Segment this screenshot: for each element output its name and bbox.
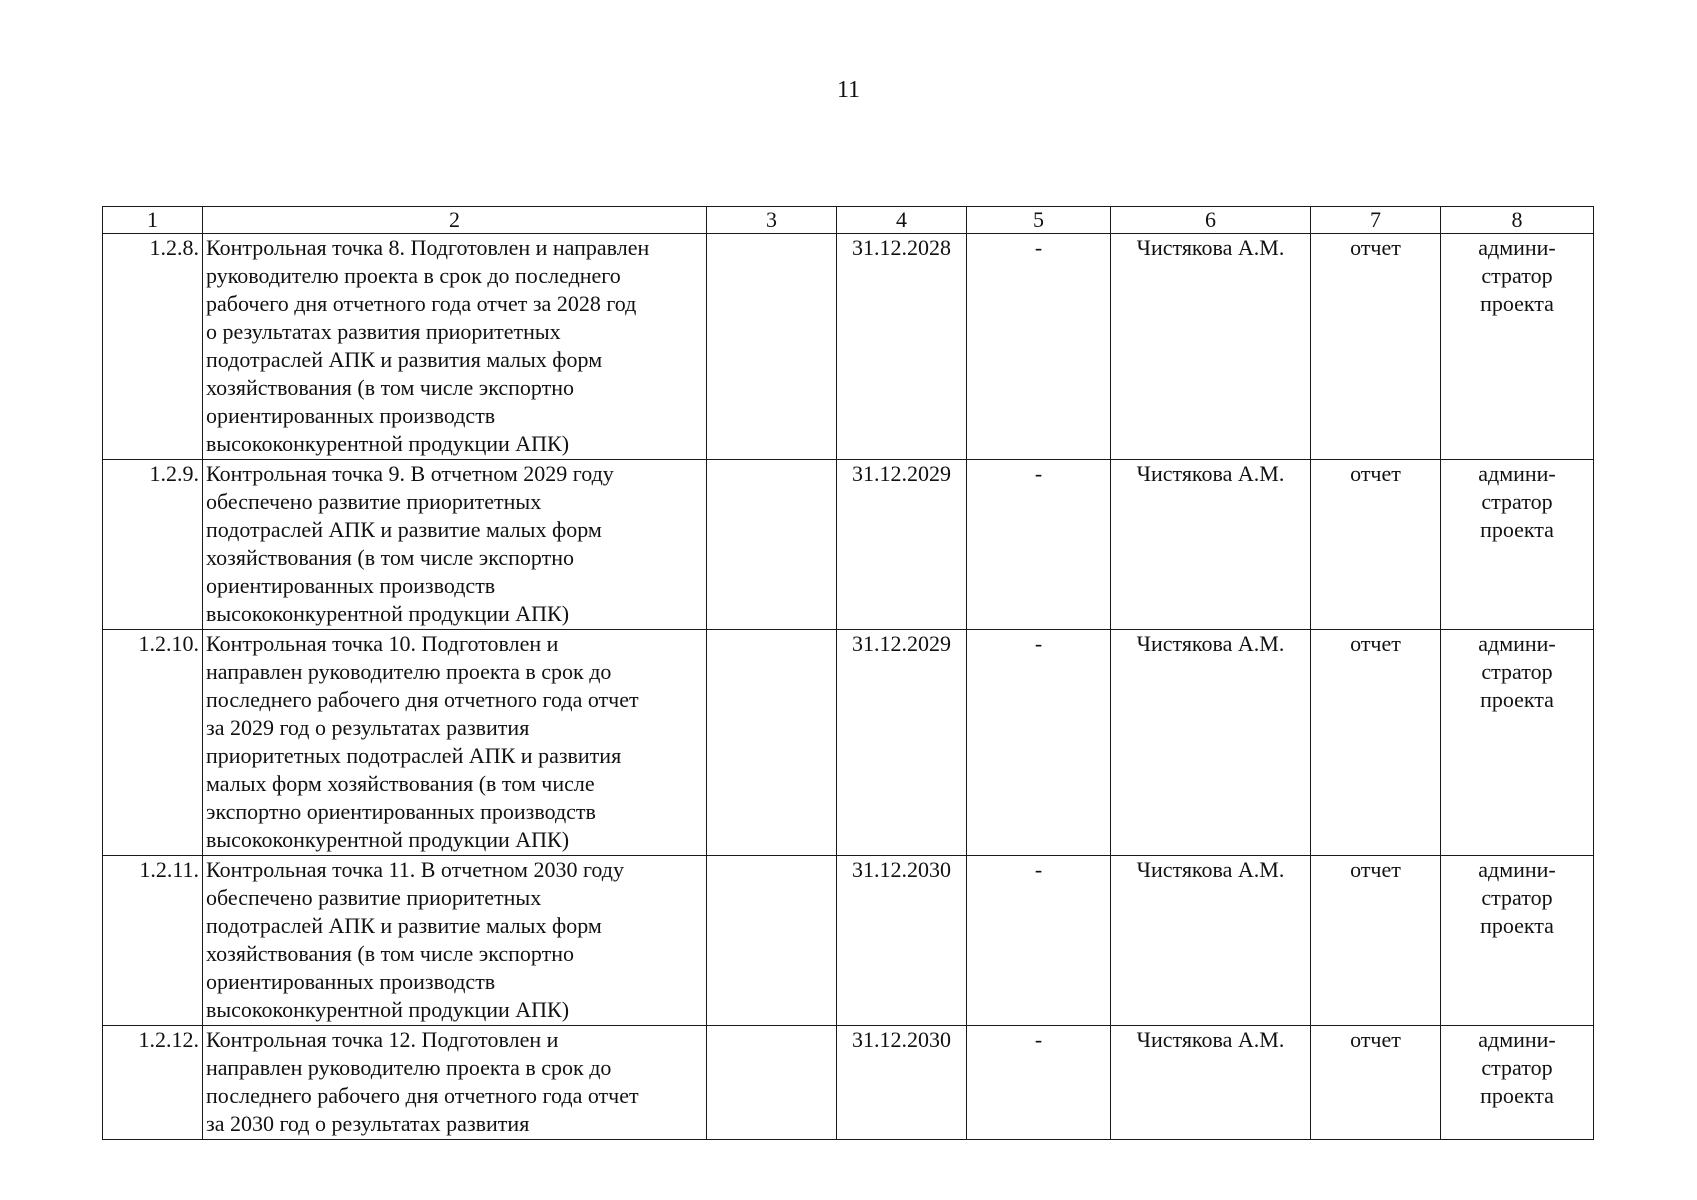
row-col3 xyxy=(707,234,837,460)
description-line: высококонкурентной продукции АПК) xyxy=(206,601,570,626)
row-col3 xyxy=(707,630,837,856)
row-responsible: Чистякова А.М. xyxy=(1111,630,1311,856)
description-line: обеспечено развитие приоритетных xyxy=(206,489,542,514)
description-line: подотраслей АПК и развитие малых форм xyxy=(206,913,602,938)
description-line: хозяйствования (в том числе экспортно xyxy=(206,941,574,966)
row-description xyxy=(203,630,707,856)
row-number: 1.2.8. xyxy=(103,234,203,460)
description-line: Контрольная точка 9. В отчетном 2029 году xyxy=(206,461,614,486)
row-number: 1.2.12. xyxy=(103,1026,203,1140)
row-document-type: отчет xyxy=(1311,630,1441,856)
row-number: 1.2.9. xyxy=(103,460,203,630)
description-line: хозяйствования (в том числе экспортно xyxy=(206,545,574,570)
header-col-4: 4 xyxy=(837,207,967,234)
header-col-1: 1 xyxy=(103,207,203,234)
role-line: проекта xyxy=(1480,1083,1554,1108)
description-line: направлен руководителю проекта в срок до xyxy=(206,659,612,684)
description-line: обеспечено развитие приоритетных xyxy=(206,885,542,910)
role-line: админи- xyxy=(1478,235,1556,260)
header-col-6: 6 xyxy=(1111,207,1311,234)
description-line: о результатах развития приоритетных xyxy=(206,319,561,344)
row-description xyxy=(203,1026,707,1140)
row-description xyxy=(203,856,707,1026)
header-col-7: 7 xyxy=(1311,207,1441,234)
row-document-type: отчет xyxy=(1311,856,1441,1026)
row-col3 xyxy=(707,856,837,1026)
description-line: Контрольная точка 12. Подготовлен и xyxy=(206,1027,559,1052)
description-line: подотраслей АПК и развитие малых форм xyxy=(206,517,602,542)
description-line: высококонкурентной продукции АПК) xyxy=(206,997,570,1022)
description-line: последнего рабочего дня отчетного года отчет xyxy=(206,687,639,712)
table-row xyxy=(103,234,1594,460)
row-col5: - xyxy=(967,856,1111,1026)
table-row xyxy=(103,630,1594,856)
description-line: за 2030 год о результатах развития xyxy=(206,1111,530,1136)
role-line: админи- xyxy=(1478,1027,1556,1052)
role-line: проекта xyxy=(1480,291,1554,316)
description-line: Контрольная точка 8. Подготовлен и направлен xyxy=(206,235,650,260)
role-line: стратор xyxy=(1481,885,1553,910)
header-col-8: 8 xyxy=(1441,207,1594,234)
row-col5: - xyxy=(967,630,1111,856)
header-col-3: 3 xyxy=(707,207,837,234)
description-line: приоритетных подотраслей АПК и развития xyxy=(206,743,622,768)
role-line: админи- xyxy=(1478,631,1556,656)
description-line: ориентированных производств xyxy=(206,403,496,428)
row-number: 1.2.10. xyxy=(103,630,203,856)
role-line: стратор xyxy=(1481,659,1553,684)
role-line: админи- xyxy=(1478,461,1556,486)
row-responsible: Чистякова А.М. xyxy=(1111,856,1311,1026)
role-line: проекта xyxy=(1480,517,1554,542)
header-col-5: 5 xyxy=(967,207,1111,234)
row-role xyxy=(1441,856,1594,1026)
page-number: 11 xyxy=(836,77,861,103)
row-col5: - xyxy=(967,1026,1111,1140)
row-col3 xyxy=(707,1026,837,1140)
description-line: ориентированных производств xyxy=(206,969,496,994)
row-responsible: Чистякова А.М. xyxy=(1111,1026,1311,1140)
row-document-type: отчет xyxy=(1311,234,1441,460)
description-line: подотраслей АПК и развития малых форм xyxy=(206,347,603,372)
row-role xyxy=(1441,630,1594,856)
row-number: 1.2.11. xyxy=(103,856,203,1026)
row-document-type: отчет xyxy=(1311,460,1441,630)
description-line: направлен руководителю проекта в срок до xyxy=(206,1055,612,1080)
control-points-table xyxy=(102,206,1594,1140)
description-line: ориентированных производств xyxy=(206,573,496,598)
table-row xyxy=(103,1026,1594,1140)
row-document-type: отчет xyxy=(1311,1026,1441,1140)
description-line: хозяйствования (в том числе экспортно xyxy=(206,375,574,400)
description-line: Контрольная точка 10. Подготовлен и xyxy=(206,631,559,656)
row-responsible: Чистякова А.М. xyxy=(1111,234,1311,460)
row-role xyxy=(1441,1026,1594,1140)
role-line: стратор xyxy=(1481,1055,1553,1080)
description-line: за 2029 год о результатах развития xyxy=(206,715,530,740)
description-line: экспортно ориентированных производств xyxy=(206,799,596,824)
description-line: малых форм хозяйствования (в том числе xyxy=(206,771,595,796)
table-row xyxy=(103,856,1594,1026)
row-date: 31.12.2029 xyxy=(837,460,967,630)
row-date: 31.12.2028 xyxy=(837,234,967,460)
row-responsible: Чистякова А.М. xyxy=(1111,460,1311,630)
role-line: стратор xyxy=(1481,489,1553,514)
header-row xyxy=(103,207,1594,234)
row-date: 31.12.2030 xyxy=(837,1026,967,1140)
role-line: стратор xyxy=(1481,263,1553,288)
row-role xyxy=(1441,234,1594,460)
row-col3 xyxy=(707,460,837,630)
description-line: высококонкурентной продукции АПК) xyxy=(206,431,570,456)
row-role xyxy=(1441,460,1594,630)
row-col5: - xyxy=(967,460,1111,630)
row-description xyxy=(203,460,707,630)
role-line: проекта xyxy=(1480,913,1554,938)
description-line: последнего рабочего дня отчетного года отчет xyxy=(206,1083,639,1108)
role-line: админи- xyxy=(1478,857,1556,882)
row-date: 31.12.2029 xyxy=(837,630,967,856)
row-description xyxy=(203,234,707,460)
description-line: высококонкурентной продукции АПК) xyxy=(206,827,570,852)
description-line: Контрольная точка 11. В отчетном 2030 году xyxy=(206,857,624,882)
row-col5: - xyxy=(967,234,1111,460)
description-line: руководителю проекта в срок до последнего xyxy=(206,263,621,288)
row-date: 31.12.2030 xyxy=(837,856,967,1026)
description-line: рабочего дня отчетного года отчет за 2028 год xyxy=(206,291,637,316)
table-row xyxy=(103,460,1594,630)
header-col-2: 2 xyxy=(203,207,707,234)
role-line: проекта xyxy=(1480,687,1554,712)
